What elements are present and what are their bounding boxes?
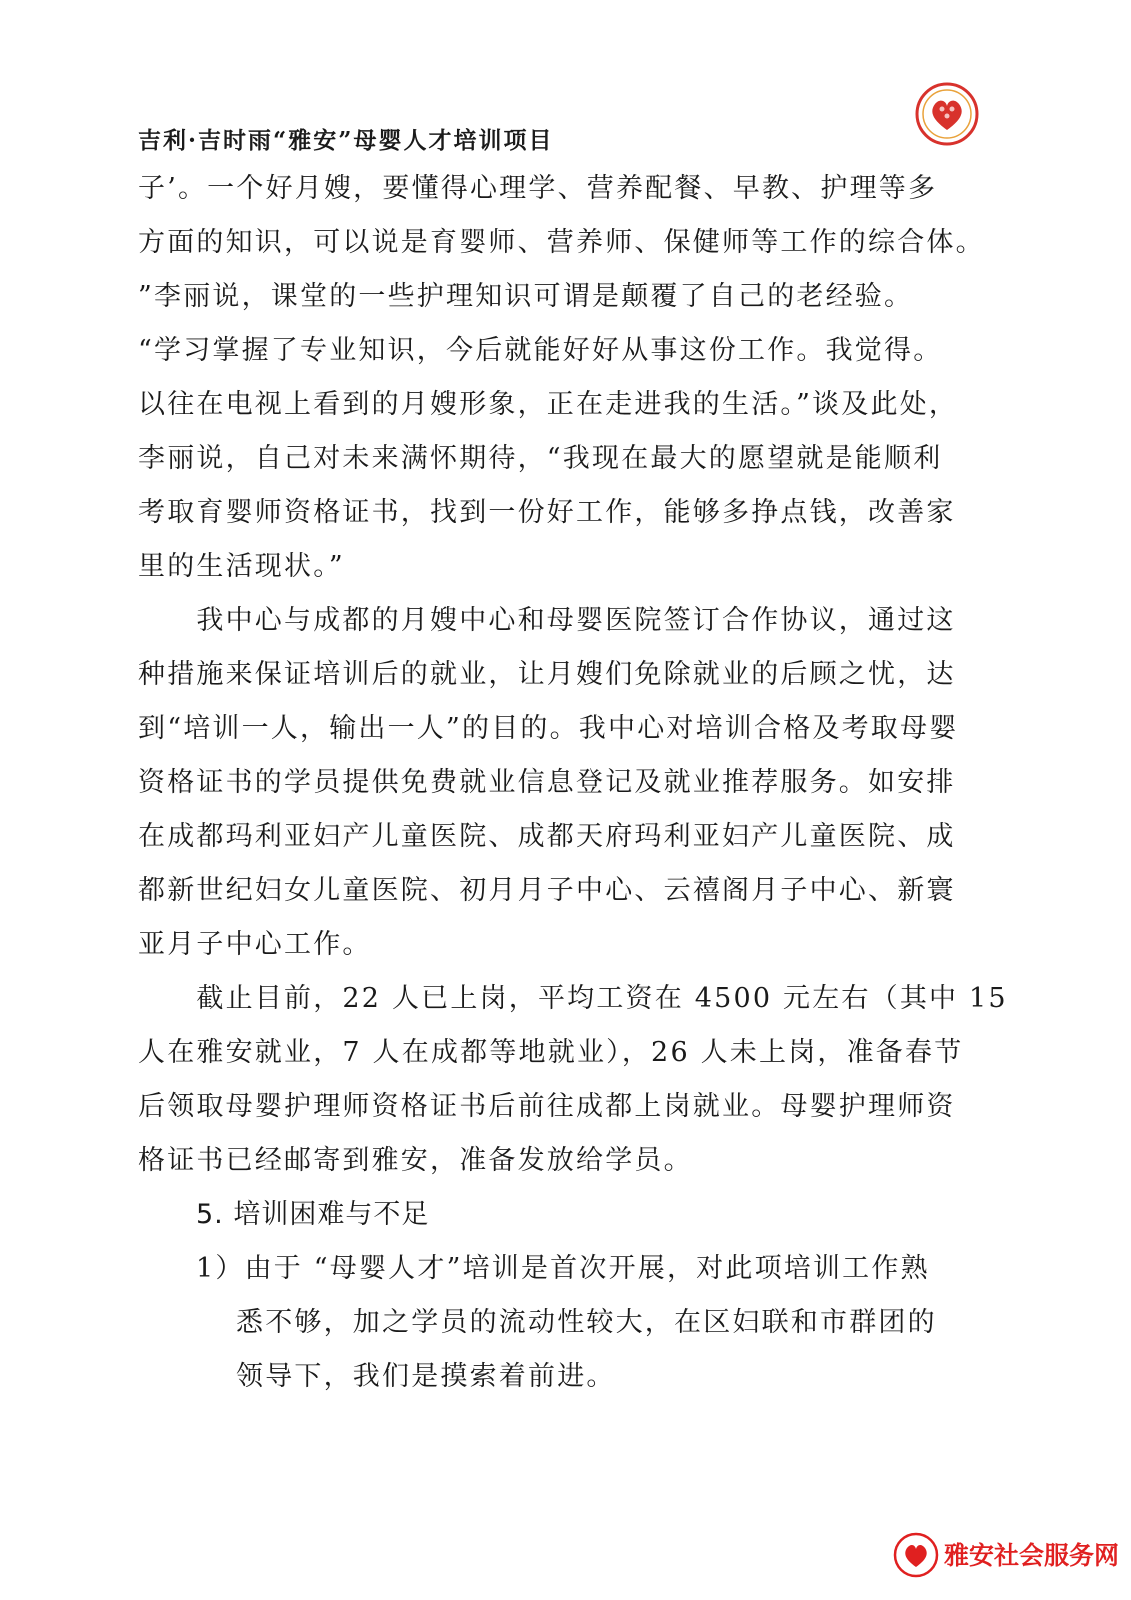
section-heading: 5. 培训困难与不足 [196,1199,430,1230]
body-line: “学习掌握了专业知识，今后就能好好从事这份工作。我觉得。 [138,335,943,366]
body-line: 考取育婴师资格证书，找到一份好工作，能够多挣点钱，改善家 [138,497,956,528]
body-line: 以往在电视上看到的月嫂形象，正在走进我的生活。”谈及此处， [138,389,959,420]
body-line: 人在雅安就业，7 人在成都等地就业），26 人未上岗，准备春节 [138,1037,964,1068]
list-item-line: 悉不够，加之学员的流动性较大，在区妇联和市群团的 [236,1307,937,1338]
footer-site-name: 雅安社会服务网 [944,1541,1120,1570]
body-line: 格证书已经邮寄到雅安，准备发放给学员。 [138,1145,693,1176]
body-line: 我中心与成都的月嫂中心和母婴医院签订合作协议，通过这 [138,605,956,636]
body-line: 到“培训一人，输出一人”的目的。我中心对培训合格及考取母婴 [138,713,959,744]
site-logo-icon [893,1532,939,1578]
body-line: ”李丽说，课堂的一些护理知识可谓是颠覆了自己的老经验。 [138,281,914,312]
body-line: 亚月子中心工作。 [138,929,372,960]
body-line: 截止目前，22 人已上岗，平均工资在 4500 元左右（其中 15 [138,983,1008,1014]
body-line: 都新世纪妇女儿童医院、初月月子中心、云禧阁月子中心、新寰 [138,875,956,906]
body-line: 李丽说，自己对未来满怀期待，“我现在最大的愿望就是能顺利 [138,443,943,474]
list-item-line: 领导下，我们是摸索着前进。 [236,1361,616,1392]
header-title: 吉利·吉时雨“雅安”母婴人才培训项目 [138,127,554,154]
body-line: 里的生活现状。” [138,551,345,582]
list-item-line: 1）由于 “母婴人才”培训是首次开展，对此项培训工作熟 [196,1253,930,1284]
org-logo-icon [915,82,979,146]
body-line: 资格证书的学员提供免费就业信息登记及就业推荐服务。如安排 [138,767,956,798]
body-line: 方面的知识，可以说是育婴师、营养师、保健师等工作的综合体。 [138,227,985,258]
body-line: 后领取母婴护理师资格证书后前往成都上岗就业。母婴护理师资 [138,1091,956,1122]
body-line: 种措施来保证培训后的就业，让月嫂们免除就业的后顾之忧，达 [138,659,956,690]
body-line: 子’。一个好月嫂，要懂得心理学、营养配餐、早教、护理等多 [138,173,938,204]
body-line: 在成都玛利亚妇产儿童医院、成都天府玛利亚妇产儿童医院、成 [138,821,956,852]
